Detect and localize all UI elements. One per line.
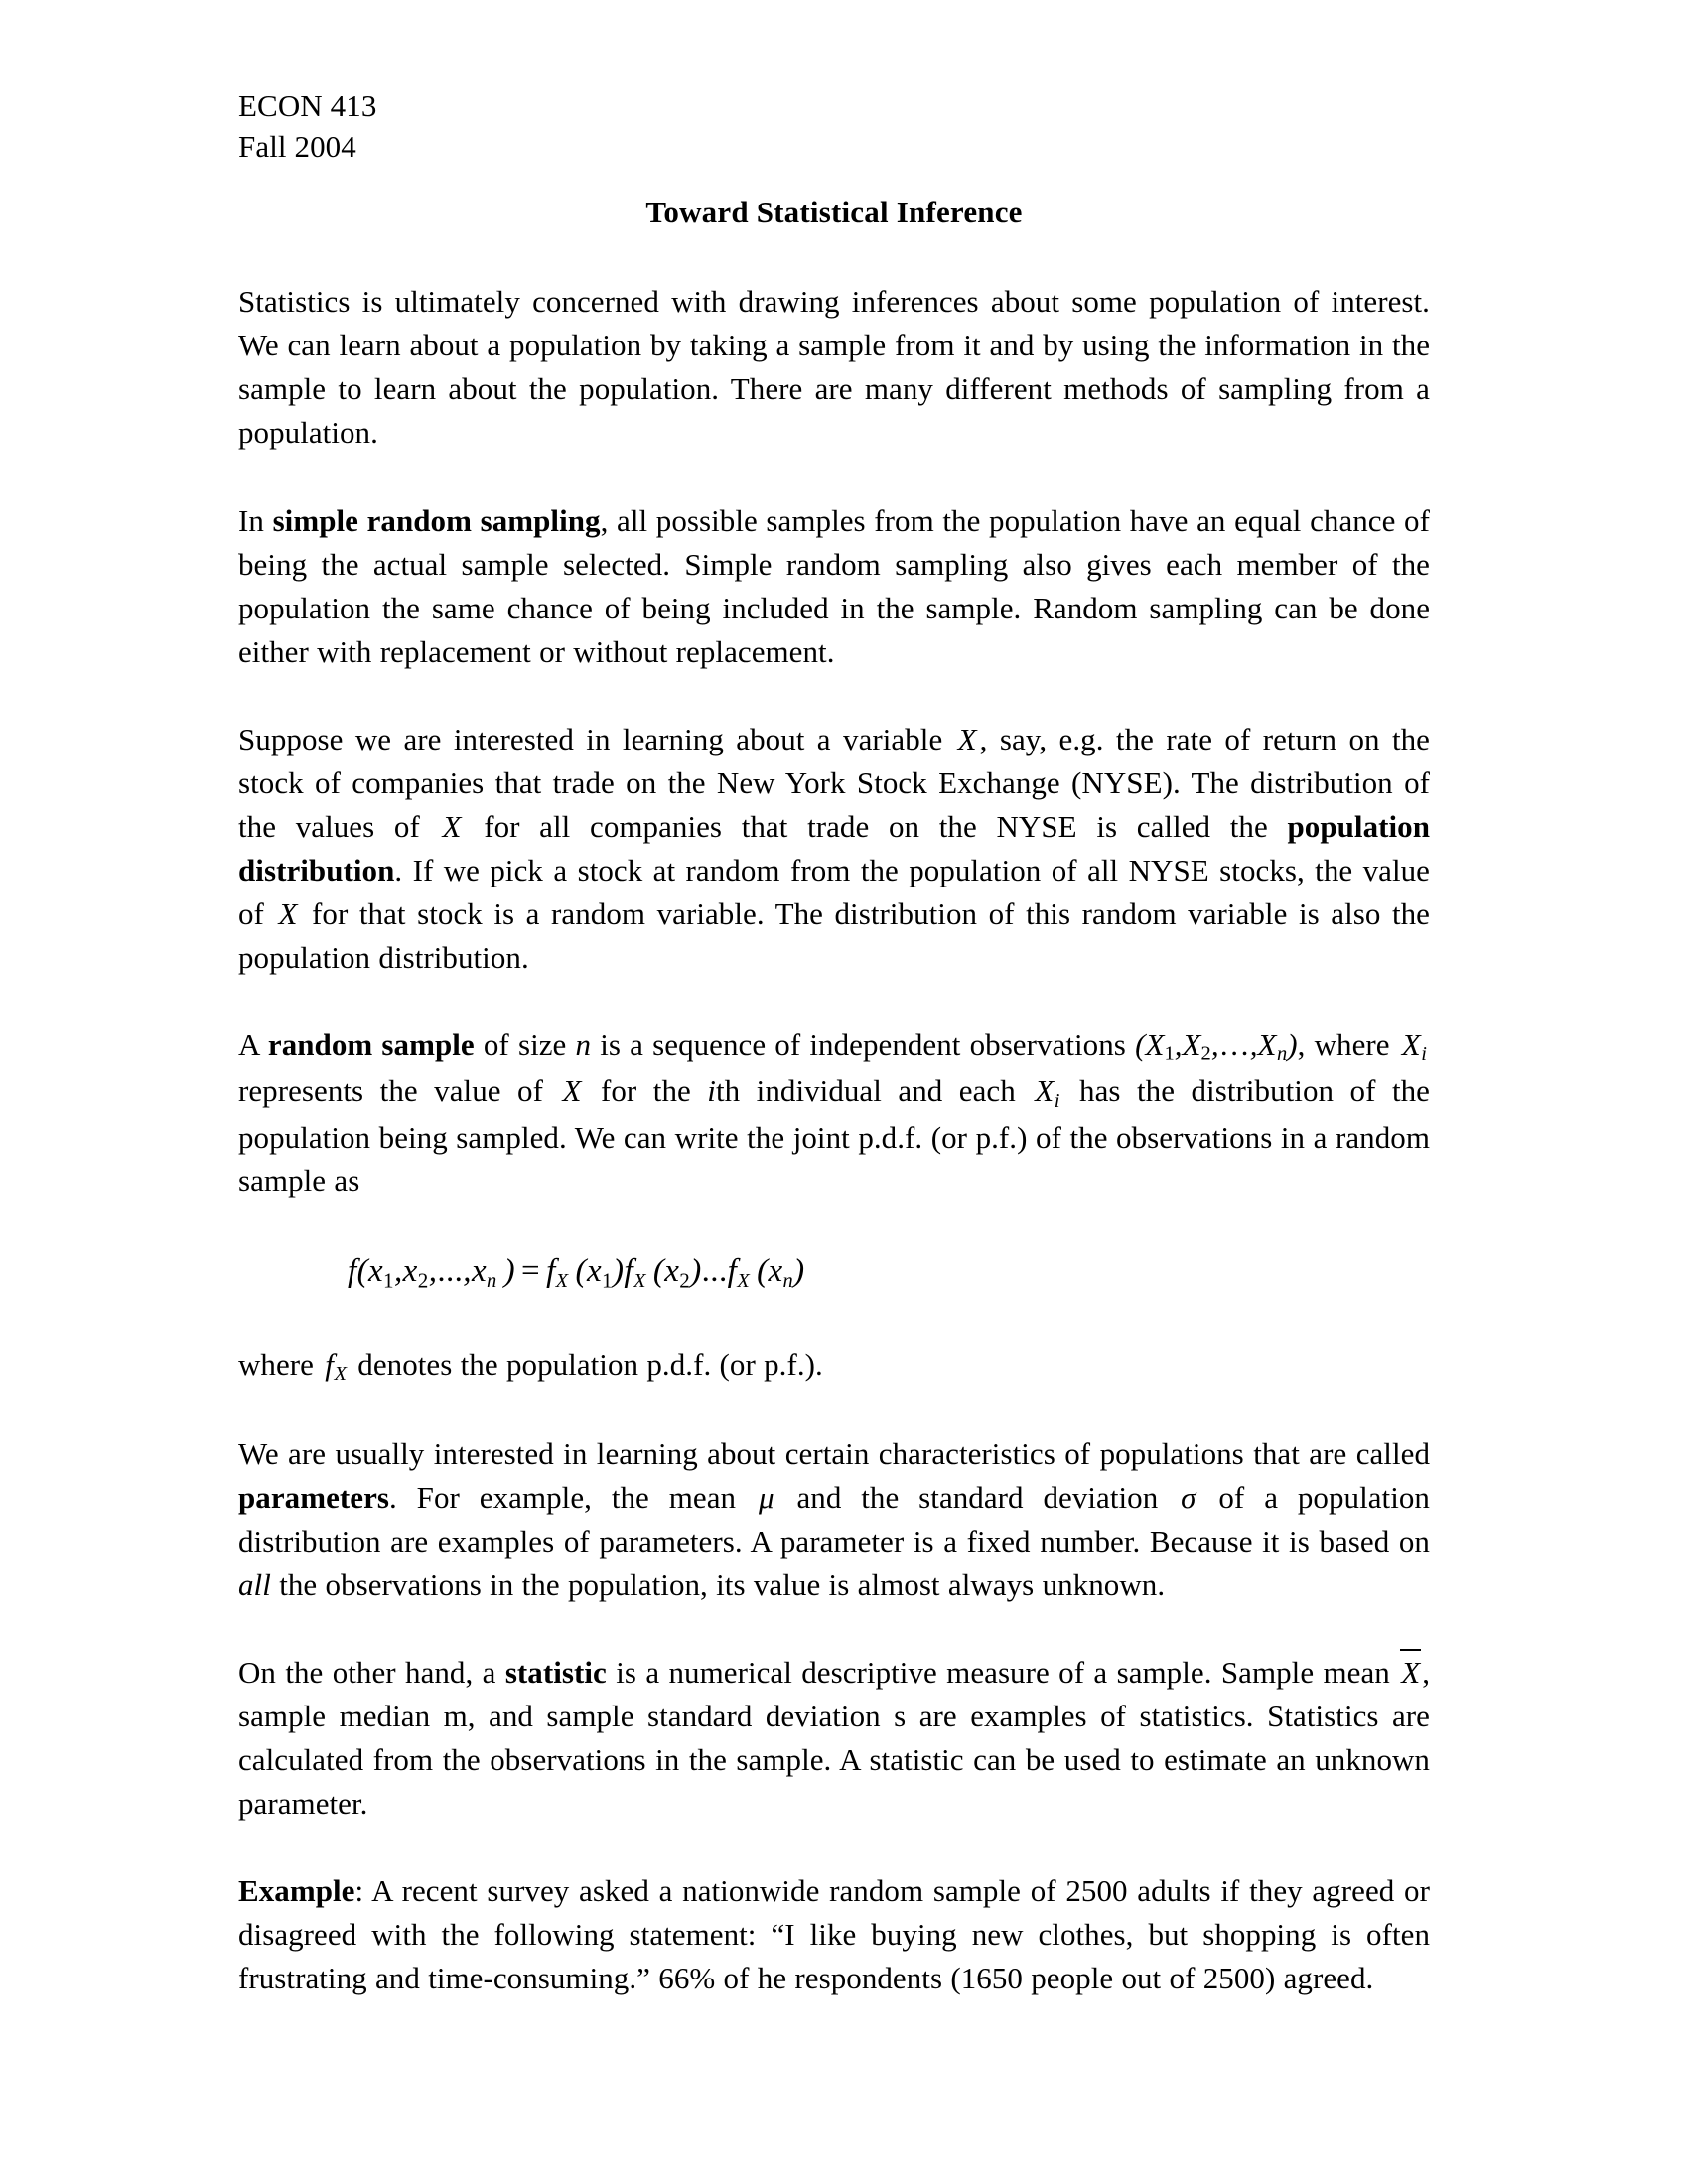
paragraph-random-sample [238, 1024, 1430, 1204]
p6-part4: of a population distribution are examples of parameters. A parameter is a fixed number. Because it is based on [238, 1480, 1430, 1560]
p6-part2: . For example, the mean [389, 1480, 756, 1516]
p4-part7: th individual and each [715, 1073, 1033, 1109]
display-equation-joint-pdf: f(x1,x2,...,xn ) = fX (x1)fX (x2)...fX (xn) [348, 1253, 805, 1293]
term-example: Example [238, 1873, 355, 1909]
spacer [238, 456, 1430, 499]
p7-part2: is a numerical descriptive measure of a sample. Sample mean [606, 1655, 1400, 1691]
math-variable-i: i [707, 1073, 716, 1109]
paragraph-example [238, 1869, 1430, 2000]
p7-part1: On the other hand, a [238, 1655, 505, 1691]
p6-part1: We are usually interested in learning about certain characteristics of populations that are called [238, 1436, 1430, 1472]
term-random-sample: random sample [267, 1026, 475, 1062]
math-variable-x: X [278, 895, 298, 931]
spacer [238, 980, 1430, 1024]
paragraph-simple-random-sampling [238, 499, 1430, 674]
p4-part2: of size [474, 1026, 576, 1062]
math-variable-xi: $X_i$ [1035, 1073, 1060, 1113]
p6-part3: and the standard deviation [776, 1480, 1179, 1516]
math-symbol-mu: μ [758, 1480, 774, 1516]
p4-part8: has the distribution of the population being sampled. We can write the joint p.d.f. (or p.f.) of the observations in a random sample as [238, 1073, 1430, 1199]
spacer [238, 230, 1430, 280]
page-title: Toward Statistical Inference [645, 195, 1023, 230]
p4-part4: , where [1297, 1026, 1399, 1062]
equation-lhs: f [348, 1253, 357, 1290]
math-symbol-sigma: σ [1181, 1480, 1196, 1516]
p3-part2: , say, e.g. the rate of return on the stock of companies that trade on the New York Stock Exchange (NYSE). The distribution of the values of [238, 721, 1430, 844]
math-variable-fx: $f_X$ [325, 1346, 347, 1386]
math-sequence-observations: $(X1,X2,\dots,X_n)$ [1135, 1026, 1298, 1066]
spacer [238, 1826, 1430, 1869]
document-header [238, 85, 1430, 167]
spacer [238, 1607, 1430, 1651]
course-code: ECON 413 [238, 88, 377, 123]
paragraph-statistic [238, 1651, 1430, 1826]
spacer [238, 1203, 1430, 1253]
emphasis-all: all [238, 1568, 271, 1603]
math-variable-n: n [575, 1026, 592, 1062]
term-statistic: statistic [504, 1655, 607, 1691]
p8-text: : A recent survey asked a nationwide random sample of 2500 adults if they agreed or disagreed with the following statement: “I like buying new clothes, but shopping is often frustrating and time-consuming.” 66% of he respondents (1650 people out of 2500) agreed. [238, 1873, 1430, 1996]
term-population-distribution: population distribution [238, 808, 1430, 887]
p3-part5: for that stock is a random variable. The distribution of this random variable is also the population distribution. [238, 895, 1430, 975]
spacer [238, 1294, 1430, 1343]
p2-rest: , all possible samples from the population have an equal chance of being the actual sample selected. Simple random sampling also gives each member of the population the same chance of being included in the sample. Random sampling can be done either with replacement or without replacement. [238, 502, 1430, 669]
term-simple-random-sampling: simple random sampling [272, 502, 601, 538]
p3-part4: . If we pick a stock at random from the population of all NYSE stocks, the value of [238, 852, 1430, 931]
math-symbol-x-bar: X [1399, 1651, 1422, 1695]
p6-part5: the observations in the population, its value is almost always unknown. [270, 1568, 1166, 1603]
math-variable-xi: $X_i$ [1401, 1026, 1427, 1066]
p4-part3: is a sequence of independent observations [591, 1026, 1136, 1062]
equation-operator: = [521, 1253, 541, 1290]
term-parameters: parameters [238, 1480, 389, 1516]
p7-part3: , sample median m, and sample standard deviation s are examples of statistics. Statistics are calculated from the observations in the sample. A statistic can be used to estimate an unknown parameter. [238, 1655, 1430, 1822]
p4-part5: represents the value of [238, 1073, 560, 1109]
paragraph-parameters [238, 1433, 1430, 1607]
math-variable-x: X [442, 808, 462, 844]
p3-part3: for all companies that trade on the NYSE is called the [464, 808, 1288, 844]
p5-part2: denotes the population p.d.f. (or p.f.). [350, 1346, 823, 1382]
paragraph-intro-text: Statistics is ultimately concerned with drawing inferences about some population of interest. We can learn about a population by taking a sample from it and by using the information in the sample to learn about the population. There are many different methods of sampling from a population. [238, 284, 1430, 451]
spacer [238, 1389, 1430, 1433]
p2-lead: In [238, 502, 273, 538]
course-term: Fall 2004 [238, 129, 356, 165]
spacer [238, 674, 1430, 718]
paragraph-intro [238, 280, 1430, 455]
math-variable-x: X [562, 1073, 582, 1109]
document-content [238, 85, 1430, 2000]
paragraph-population-distribution [238, 718, 1430, 980]
p4-part1: A [238, 1026, 268, 1062]
p4-part6: for the [584, 1073, 708, 1109]
paragraph-fx-definition [238, 1343, 1430, 1390]
p3-part1: Suppose we are interested in learning about a variable [238, 721, 955, 756]
p5-part1: where [238, 1346, 323, 1382]
equation-rhs: f [546, 1253, 556, 1290]
math-variable-x: X [957, 721, 977, 756]
